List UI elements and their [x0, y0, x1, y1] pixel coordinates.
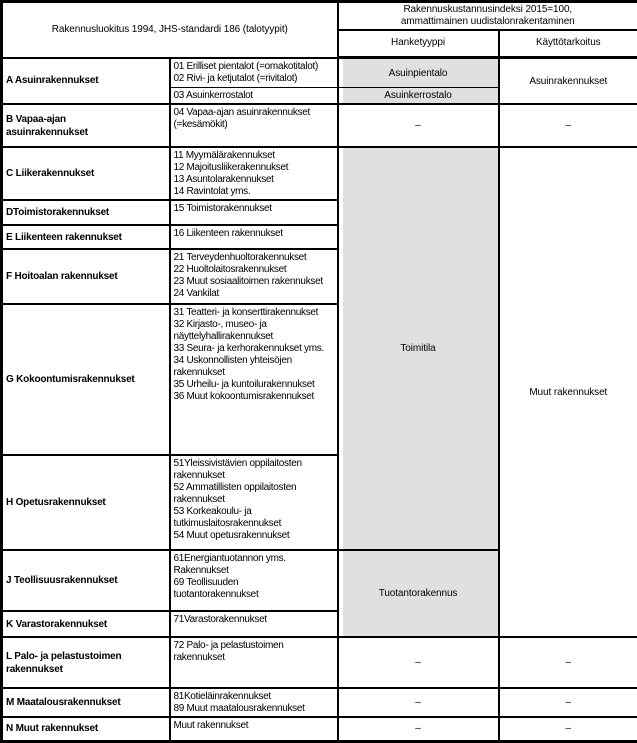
- code-line: 71Varastorakennukset: [173, 614, 267, 625]
- code-line: 34 Uskonnollisten yhteisöjen: [173, 355, 292, 366]
- code-line: 51Yleissivistävien oppilaitosten: [173, 458, 302, 469]
- code-line: 14 Ravintolat yms.: [173, 186, 251, 197]
- category-cell-f: [2, 249, 170, 304]
- code-line: 69 Teollisuuden: [173, 577, 239, 588]
- codes-cell-j: [170, 550, 338, 611]
- code-line: 24 Vankilat: [173, 288, 219, 299]
- category-label: B Vapaa-ajan: [6, 113, 66, 125]
- hanketyyppi-cell-toimitila: Toimitila: [338, 147, 499, 550]
- hanketyyppi-cell-asuinkerrostalo: Asuinkerrostalo: [338, 88, 499, 105]
- code-line: näyttelyhallirakennukset: [173, 331, 274, 342]
- kayttotarkoitus-cell-muut-rakennukset: Muut rakennukset: [499, 147, 637, 637]
- category-label: F Hoitoalan rakennukset: [6, 271, 118, 282]
- code-line: 53 Korkeakoulu- ja: [173, 506, 252, 517]
- hanketyyppi-cell-tuotantorakennus: Tuotantorakennus: [338, 550, 499, 637]
- hanketyyppi-cell-n-dash: –: [338, 717, 499, 741]
- code-line: 01 Erilliset pientalot (=omakotitalot): [173, 60, 319, 72]
- code-line: 22 Huoltolaitosrakennukset: [173, 264, 287, 275]
- kayttotarkoitus-cell-asuinrakennukset: Asuinrakennukset: [499, 58, 637, 105]
- category-cell-k: [2, 611, 170, 637]
- category-label: C Liikerakennukset: [6, 168, 95, 179]
- category-label: H Opetusrakennukset: [6, 497, 106, 508]
- index-title-line2: ammattimainen uudistalonrakentaminen: [400, 15, 575, 27]
- code-line: 35 Urheilu- ja kuntoilurakennukset: [173, 379, 315, 390]
- codes-cell-a1: [170, 58, 338, 88]
- code-line: 11 Myymälärakennukset: [173, 150, 275, 161]
- code-line: 32 Kirjasto-, museo- ja: [173, 319, 267, 330]
- codes-cell-k: [170, 611, 338, 637]
- code-line: 31 Teatteri- ja konserttirakennukset: [173, 307, 319, 318]
- code-line: tutkimuslaitosrakennukset: [173, 518, 282, 529]
- category-label: L Palo- ja pelastustoimen: [6, 650, 122, 662]
- code-line: 52 Ammatillisten oppilaitosten: [173, 482, 297, 493]
- table-title: Rakennusluokitus 1994, JHS-standardi 186 (talotyypit): [2, 2, 338, 58]
- codes-cell-m: [170, 688, 338, 717]
- category-cell-a: [2, 58, 170, 105]
- category-label: DToimistorakennukset: [6, 207, 110, 218]
- category-label: K Varastorakennukset: [6, 618, 108, 630]
- codes-cell-f: [170, 249, 338, 304]
- category-label: M Maatalousrakennukset: [6, 697, 121, 708]
- category-label: A Asuinrakennukset: [6, 75, 99, 87]
- code-line: rakennukset: [173, 367, 225, 378]
- code-line: 16 Liikenteen rakennukset: [173, 228, 283, 239]
- kayttotarkoitus-cell-b-dash: –: [499, 104, 637, 147]
- code-line: 23 Muut sosiaalitoimen rakennukset: [173, 276, 323, 287]
- code-line: 61Energiantuotannon yms.: [173, 553, 286, 564]
- code-line: 13 Asuntolarakennukset: [173, 174, 274, 185]
- category-cell-g: [2, 304, 170, 455]
- category-cell-d: [2, 200, 170, 225]
- code-line: 54 Muut opetusrakennukset: [173, 530, 290, 541]
- code-line: 21 Terveydenhuoltorakennukset: [173, 252, 307, 263]
- category-label: G Kokoontumisrakennukset: [6, 374, 135, 385]
- code-line: rakennukset: [173, 494, 225, 505]
- category-cell-m: [2, 688, 170, 717]
- category-cell-h: [2, 455, 170, 550]
- code-line: 02 Rivi- ja ketjutalot (=rivitalot): [173, 72, 298, 84]
- kayttotarkoitus-cell-n-dash: –: [499, 717, 637, 741]
- code-line: 15 Toimistorakennukset: [173, 203, 272, 214]
- code-line: Muut rakennukset: [173, 720, 249, 731]
- hanketyyppi-cell-l-dash: –: [338, 637, 499, 688]
- code-line: 89 Muut maatalousrakennukset: [173, 703, 305, 714]
- category-label: rakennukset: [6, 663, 63, 675]
- category-cell-l: [2, 637, 170, 688]
- category-label: N Muut rakennukset: [6, 723, 98, 735]
- code-line: 12 Majoitusliikerakennukset: [173, 162, 289, 173]
- code-line: 72 Palo- ja pelastustoimen: [173, 640, 284, 651]
- kayttotarkoitus-cell-m-dash: –: [499, 688, 637, 717]
- column-header-kayttotarkoitus: Käyttötarkoitus: [499, 30, 637, 58]
- codes-cell-g: [170, 304, 338, 455]
- code-line: 04 Vapaa-ajan asuinrakennukset: [173, 107, 310, 118]
- index-title-line1: Rakennuskustannusindeksi 2015=100,: [403, 3, 573, 15]
- category-cell-j: [2, 550, 170, 611]
- hanketyyppi-cell-m-dash: –: [338, 688, 499, 717]
- code-line: Rakennukset: [173, 565, 229, 576]
- codes-cell-l: [170, 637, 338, 688]
- code-line: rakennukset: [173, 652, 225, 663]
- column-header-hanketyyppi: Hanketyyppi: [338, 30, 499, 58]
- category-cell-c: [2, 147, 170, 200]
- code-line: 36 Muut kokoontumisrakennukset: [173, 391, 315, 402]
- category-label: J Teollisuusrakennukset: [6, 575, 118, 586]
- category-label: asuinrakennukset: [6, 126, 88, 138]
- code-line: 81Kotieläinrakennukset: [173, 691, 271, 702]
- hanketyyppi-cell-b-dash: –: [338, 104, 499, 147]
- category-cell-b: [2, 104, 170, 147]
- hanketyyppi-cell-asuinpientalo: Asuinpientalo: [338, 58, 499, 88]
- code-line: (=kesämökit): [173, 119, 228, 130]
- codes-cell-b: [170, 104, 338, 147]
- category-cell-n: [2, 717, 170, 741]
- code-line: tuotantorakennukset: [173, 589, 259, 600]
- category-cell-e: [2, 225, 170, 249]
- code-line: rakennukset: [173, 470, 225, 481]
- code-line: 33 Seura- ja kerhorakennukset yms.: [173, 343, 324, 354]
- codes-cell-n: [170, 717, 338, 741]
- code-line: 03 Asuinkerrostalot: [173, 90, 253, 101]
- index-title: [338, 2, 637, 30]
- codes-cell-h: [170, 455, 338, 550]
- category-label: E Liikenteen rakennukset: [6, 231, 122, 243]
- codes-cell-c: [170, 147, 338, 200]
- codes-cell-d: [170, 200, 338, 225]
- codes-cell-a2: [170, 88, 338, 105]
- codes-cell-e: [170, 225, 338, 249]
- kayttotarkoitus-cell-l-dash: –: [499, 637, 637, 688]
